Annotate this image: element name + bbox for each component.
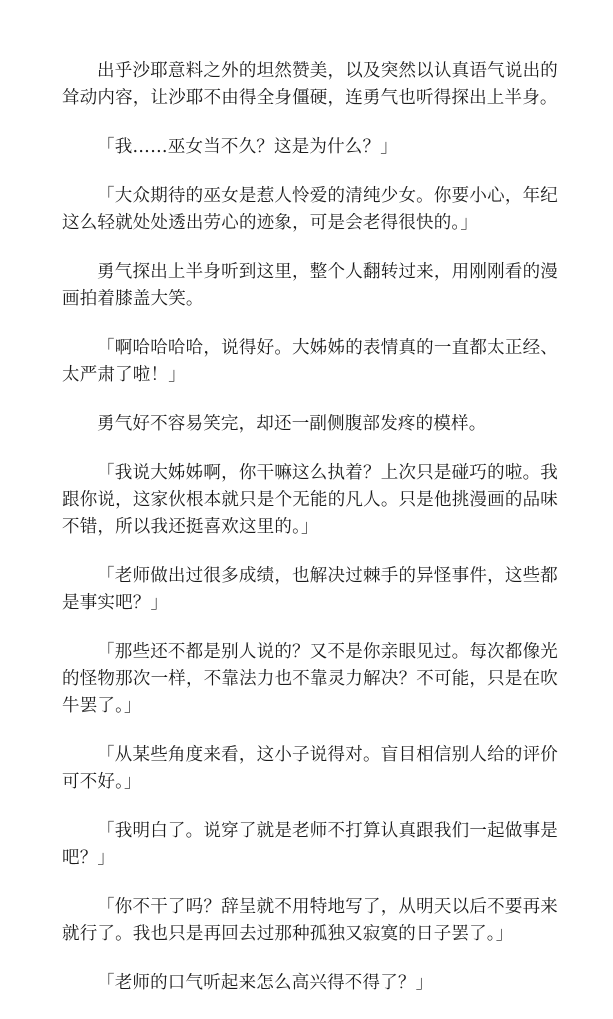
paragraph: 「老师的口气听起来怎么高兴得不得了？」 (97, 973, 434, 993)
paragraph: 「从某些角度来看，这小子说得对。盲目相信别人给的评价可不好。」 (62, 745, 558, 792)
paragraph: 「老师做出过很多成绩，也解决过棘手的异怪事件，这些都是事实吧？」 (62, 566, 558, 613)
paragraph: 「大众期待的巫女是惹人怜爱的清纯少女。你要小心，年纪这么轻就处处透出劳心的迹象，可是会老得很快的。」 (62, 186, 558, 233)
paragraph: 「我……巫女当不久？这是为什么？」 (97, 137, 398, 157)
paragraph: 「啊哈哈哈哈，说得好。大姊姊的表情真的一直都太正经、太严肃了啦！」 (62, 338, 558, 385)
paragraph: 「我明白了。说穿了就是老师不打算认真跟我们一起做事是吧？」 (62, 821, 558, 868)
paragraph: 勇气探出上半身听到这里，整个人翻转过来，用刚刚看的漫画拍着膝盖大笑。 (62, 262, 558, 309)
paragraph: 「我说大姊姊啊，你干嘛这么执着？上次只是碰巧的啦。我跟你说，这家伙根本就只是个无能的凡人。只是他挑漫画的品味不错，所以我还挺喜欢这里的。」 (62, 463, 558, 537)
paragraph: 勇气好不容易笑完，却还一副侧腹部发疼的模样。 (97, 414, 487, 434)
paragraph: 「你不干了吗？辞呈就不用特地写了，从明天以后不要再来就行了。我也只是再回去过那种孤独又寂寞的日子罢了。」 (62, 897, 558, 944)
paragraph: 「那些还不都是别人说的？又不是你亲眼见过。每次都像光的怪物那次一样，不靠法力也不靠灵力解决？不可能，只是在吹牛罢了。」 (62, 642, 558, 716)
document-page (62, 58, 558, 1019)
paragraph: 出乎沙耶意料之外的坦然赞美，以及突然以认真语气说出的耸动内容，让沙耶不由得全身僵硬，连勇气也听得探出上半身。 (62, 61, 558, 108)
